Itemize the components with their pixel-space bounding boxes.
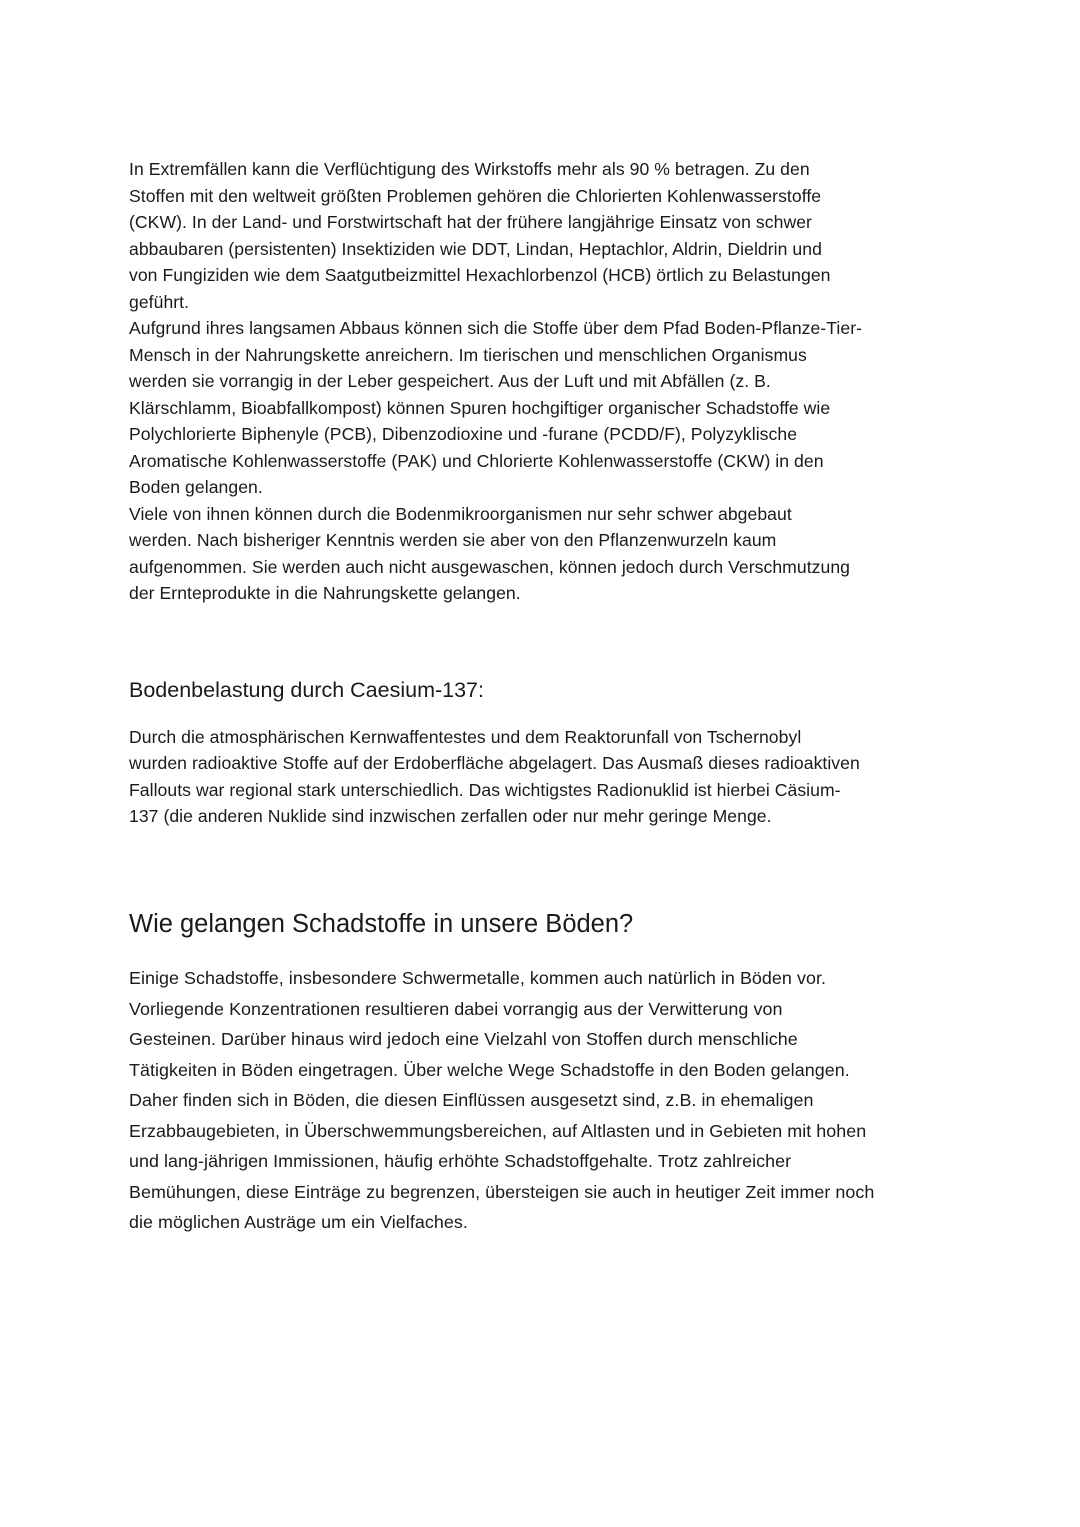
text-line: Klärschlamm, Bioabfallkompost) können Spuren hochgiftiger organischer Schadstoffe wie xyxy=(129,398,831,418)
text-line: wurden radioaktive Stoffe auf der Erdoberfläche abgelagert. Das Ausmaß dieses radioaktiven xyxy=(129,753,860,773)
text-line: Boden gelangen. xyxy=(129,477,263,497)
text-line: aufgenommen. Sie werden auch nicht ausgewaschen, können jedoch durch Verschmutzung xyxy=(129,557,851,577)
text-line: Durch die atmosphärischen Kernwaffentestes und dem Reaktorunfall von Tschernobyl xyxy=(129,727,802,747)
text-line: die möglichen Austräge um ein Vielfaches. xyxy=(129,1212,468,1232)
text-line: werden sie vorrangig in der Leber gespeichert. Aus der Luft und mit Abfällen (z. B. xyxy=(129,371,771,391)
text-line: Tätigkeiten in Böden eingetragen. Über welche Wege Schadstoffe in den Boden gelangen. xyxy=(129,1060,850,1080)
text-line: (CKW). In der Land- und Forstwirtschaft hat der frühere langjährige Einsatz von schwer xyxy=(129,212,812,232)
text-line: Polychlorierte Biphenyle (PCB), Dibenzodioxine und -furane (PCDD/F), Polyzyklische xyxy=(129,424,798,444)
text-line: Viele von ihnen können durch die Bodenmikroorganismen nur sehr schwer abgebaut xyxy=(129,504,792,524)
text-line: Einige Schadstoffe, insbesondere Schwermetalle, kommen auch natürlich in Böden vor. xyxy=(129,968,826,988)
text-line: Stoffen mit den weltweit größten Problemen gehören die Chlorierten Kohlenwasserstoffe xyxy=(129,186,822,206)
text-line: In Extremfällen kann die Verflüchtigung des Wirkstoffs mehr als 90 % betragen. Zu den xyxy=(129,159,810,179)
text-line: Mensch in der Nahrungskette anreichern. Im tierischen und menschlichen Organismus xyxy=(129,345,807,365)
text-line: der Ernteprodukte in die Nahrungskette gelangen. xyxy=(129,583,521,603)
section-heading-entry: Wie gelangen Schadstoffe in unsere Böden? xyxy=(129,910,634,938)
text-line: Vorliegende Konzentrationen resultieren dabei vorrangig aus der Verwitterung von xyxy=(129,999,783,1019)
text-line: Aufgrund ihres langsamen Abbaus können sich die Stoffe über dem Pfad Boden-Pflanze-Tier- xyxy=(129,318,863,338)
text-line: werden. Nach bisheriger Kenntnis werden sie aber von den Pflanzenwurzeln kaum xyxy=(129,530,777,550)
text-line: Erzabbaugebieten, in Überschwemmungsbereichen, auf Altlasten und in Gebieten mit hohen xyxy=(129,1121,867,1141)
text-line: Gesteinen. Darüber hinaus wird jedoch eine Vielzahl von Stoffen durch menschliche xyxy=(129,1029,798,1049)
text-line: Daher finden sich in Böden, die diesen Einflüssen ausgesetzt sind, z.B. in ehemaligen xyxy=(129,1090,814,1110)
text-line: 137 (die anderen Nuklide sind inzwischen zerfallen oder nur mehr geringe Menge. xyxy=(129,806,772,826)
text-line: geführt. xyxy=(129,292,190,312)
text-line: von Fungiziden wie dem Saatgutbeizmittel Hexachlorbenzol (HCB) örtlich zu Belastungen xyxy=(129,265,831,285)
text-line: und lang-jährigen Immissionen, häufig erhöhte Schadstoffgehalte. Trotz zahlreicher xyxy=(129,1151,792,1171)
text-line: Aromatische Kohlenwasserstoffe (PAK) und Chlorierte Kohlenwasserstoffe (CKW) in den xyxy=(129,451,824,471)
text-line: abbaubaren (persistenten) Insektiziden wie DDT, Lindan, Heptachlor, Aldrin, Dieldrin und xyxy=(129,239,822,259)
text-line: Fallouts war regional stark unterschiedlich. Das wichtigstes Radionuklid ist hierbei Cäsium- xyxy=(129,780,841,800)
section-heading-caesium: Bodenbelastung durch Caesium-137: xyxy=(129,678,484,702)
text-line: Bemühungen, diese Einträge zu begrenzen, übersteigen sie auch in heutiger Zeit immer noch xyxy=(129,1182,875,1202)
